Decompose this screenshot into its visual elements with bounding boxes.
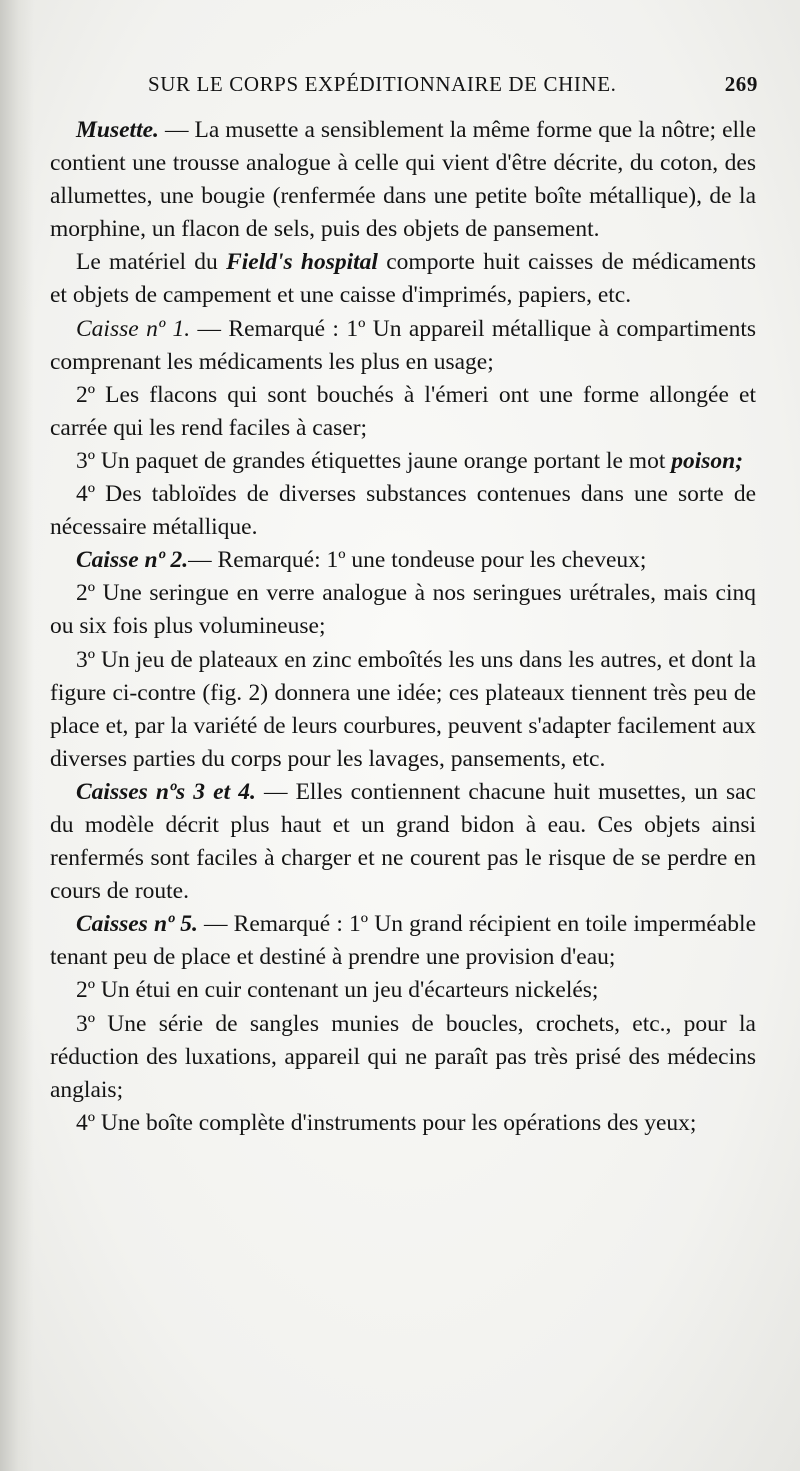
list-item: [50, 1008, 756, 1107]
run-in-heading: Caisse nº 2.: [76, 547, 189, 574]
body-text: [50, 114, 756, 1140]
list-item: [50, 1107, 756, 1140]
run-in-heading: Musette.: [76, 117, 159, 143]
run-in-heading: Caisses nº 5.: [76, 911, 198, 938]
paragraph-text: 2º Les flacons qui sont bouchés à l'émeri ont une forme allongée et carrée qui les rend faciles à caser;: [50, 381, 756, 441]
paragraph-text: 3º Une série de sangles munies de boucles, crochets, etc., pour la réduction des luxations, appareil qui ne paraît pas très prisé des médecins anglais;: [50, 1010, 756, 1103]
paragraph-text: 4º Une boîte complète d'instruments pour les opérations des yeux;: [76, 1109, 697, 1136]
paragraph-text: 2º Un étui en cuir contenant un jeu d'écarteurs nickelés;: [76, 977, 599, 1004]
paragraph-text: 3º Un jeu de plateaux en zinc emboîtés les uns dans les autres, et dont la figure ci-contre (fig. 2) donnera une idée; ces plateaux tiennent très peu de place et, par la variété de leurs courbures, peuvent s'adapter facilement aux diverses parties du corps pour les lavages, pansements, etc.: [50, 646, 756, 772]
paragraph-caisses-3-4: [50, 776, 756, 908]
list-item: [50, 445, 756, 478]
page-binding-shadow: [0, 0, 34, 1471]
paragraph-text: 4º Des tabloïdes de diverses substances contenues dans une sorte de nécessaire métallique.: [50, 481, 756, 541]
paragraph-text: — Elles contiennent chacune huit musettes, un sac du modèle décrit plus haut et un grand bidon à eau. Ces objets ainsi renfermés sont faciles à charger et ne courent pas le risque de se perdre en cours de route.: [50, 778, 756, 905]
paragraph-text: 2º Une seringue en verre analogue à nos seringues urétrales, mais cinq ou six fois plus volumineuse;: [50, 580, 756, 640]
running-title: SUR LE CORPS EXPÉDITIONNAIRE DE CHINE.: [148, 72, 617, 96]
paragraph-caisse-2: [50, 544, 756, 577]
list-item: [50, 577, 756, 643]
page-header: [148, 72, 758, 102]
list-item: [50, 974, 756, 1007]
paragraph-musette: [50, 114, 756, 246]
paragraph-text: — Remarqué : 1º Un appareil métallique à compartiments comprenant les médicaments les plus en usage;: [50, 315, 757, 375]
italic-term: Field's hospital: [226, 249, 378, 276]
paragraph-materiel: [50, 246, 756, 312]
paragraph-caisse-1: [50, 313, 756, 379]
paragraph-caisses-5: [50, 908, 756, 974]
paragraph-text: — Remarqué : 1º Un grand récipient en toile imperméable tenant peu de place et destiné à prendre une provision d'eau;: [50, 911, 756, 971]
italic-term: poison;: [671, 447, 744, 474]
paragraph-text: Le matériel du: [76, 249, 227, 276]
paragraph-text: — La musette a sensiblement la même forme que la nôtre; elle contient une trousse analogue à celle qui vient d'être décrite, du coton, des allumettes, une bougie (renfermée dans une petite boîte métallique), de la morphine, un flacon de sels, puis des objets de pansement.: [50, 117, 756, 243]
list-item: [50, 478, 756, 544]
paragraph-text: comporte huit caisses de médicaments et objets de campement et une caisse d'imprimés, papiers, etc.: [50, 249, 756, 309]
paragraph-text: — Remarqué: 1º une tondeuse pour les cheveux;: [188, 547, 647, 574]
paragraph-text: 3º Un paquet de grandes étiquettes jaune orange portant le mot: [76, 447, 672, 474]
run-in-heading: Caisse nº 1.: [76, 315, 191, 342]
list-item: [50, 644, 756, 776]
page-number: 269: [724, 72, 758, 96]
list-item: [50, 379, 756, 445]
run-in-heading: Caisses nºs 3 et 4.: [76, 778, 256, 805]
